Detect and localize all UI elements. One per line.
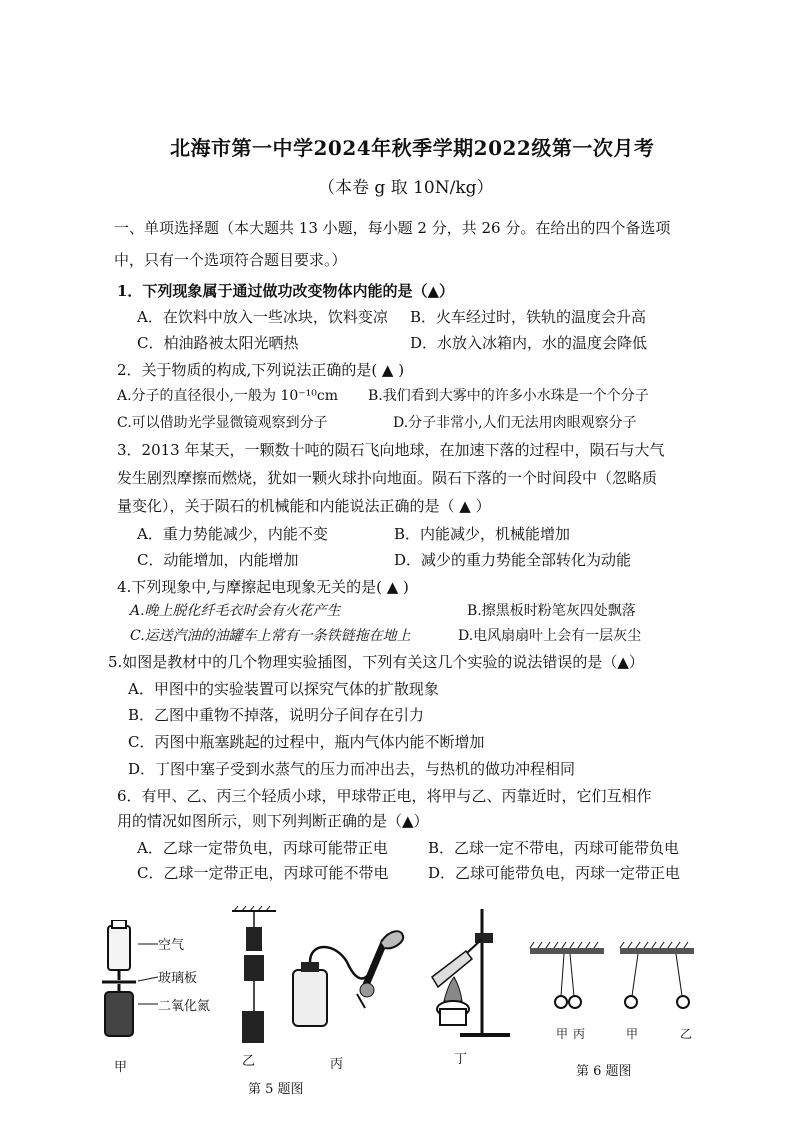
question-3-option-a: A．重力势能减少，内能不变 (137, 525, 328, 543)
question-6-stem-line1: 6．有甲、乙、丙三个轻质小球，甲球带正电，将甲与乙、丙靠近时，它们互相作 (117, 787, 652, 805)
question-6-option-b: B．乙球一定不带电，丙球可能带负电 (428, 839, 680, 857)
figure-bing-pump-bottle (285, 922, 410, 1032)
figure-5-caption: 第 5 题图 (248, 1082, 304, 1097)
label-air: 空气 (158, 938, 185, 953)
question-3-stem-line2: 发生剧烈摩擦而燃烧，犹如一颗火球扑向地面。陨石下落的一个时间段中（忽略质 (117, 469, 658, 487)
label-nitrogen-dioxide: 二氧化氮 (158, 999, 211, 1014)
question-5-option-d: D．丁图中塞子受到水蒸气的压力而冲出去，与热机的做功冲程相同 (128, 760, 576, 778)
question-5-option-b: B．乙图中重物不掉落，说明分子间存在引力 (128, 706, 425, 724)
figure-label-yi: 乙 (242, 1054, 256, 1069)
question-1-stem: 1．下列现象属于通过做功改变物体内能的是（▲） (117, 282, 454, 300)
question-5-option-c: C．丙图中瓶塞跳起的过程中，瓶内气体内能不断增加 (128, 733, 485, 751)
ball-label-jia-2: 甲 (626, 1027, 639, 1041)
question-2-option-d: D.分子非常小,人们无法用肉眼观察分子 (393, 415, 637, 431)
question-3-stem-line3: 量变化），关于陨石的机械能和内能说法正确的是（ ▲ ） (117, 497, 491, 515)
question-3-stem-line1: 3．2013 年某天，一颗数十吨的陨石飞向地球，在加速下落的过程中，陨石与大气 (117, 441, 665, 459)
question-2-option-a: A.分子的直径很小,一般为 10⁻¹⁰cm (117, 388, 339, 404)
question-4-option-d: D.电风扇扇叶上会有一层灰尘 (458, 628, 642, 644)
ball-label-yi: 乙 (680, 1027, 693, 1041)
question-3-option-b: B．内能减少，机械能增加 (394, 525, 571, 543)
ball-label-bing: 丙 (573, 1027, 586, 1041)
figure-ding-test-tube-heating (420, 905, 515, 1045)
figure-jia-pointer-lines (138, 942, 160, 1008)
section-heading-line1: 一、单项选择题（本大题共 13 小题，每小题 2 分，共 26 分。在给出的四个备选项 (114, 219, 671, 237)
page-subtitle: （本卷 g 取 10N/kg） (318, 178, 494, 198)
question-1-option-b: B．火车经过时，铁轨的温度会升高 (410, 308, 647, 326)
page-title: 北海市第一中学2024年秋季学期2022级第一次月考 (170, 136, 655, 160)
figure-label-ding: 丁 (454, 1052, 468, 1067)
question-1-option-c: C．柏油路被太阳光晒热 (137, 334, 299, 352)
question-6-stem-line2: 用的情况如图所示，则下列判断正确的是（▲） (117, 812, 429, 830)
question-2-stem: 2．关于物质的构成,下列说法正确的是( ▲ ) (117, 361, 405, 379)
question-2-option-b: B.我们看到大雾中的许多小水珠是一个个分子 (368, 388, 649, 404)
label-glass-plate: 玻璃板 (158, 971, 198, 986)
figure-label-jia: 甲 (114, 1060, 128, 1075)
question-1-option-a: A．在饮料中放入一些冰块，饮料变凉 (137, 308, 388, 326)
question-5-option-a: A．甲图中的实验装置可以探究气体的扩散现象 (128, 680, 439, 698)
figure-label-bing: 丙 (330, 1057, 344, 1072)
question-4-option-c: C.运送汽油的油罐车上常有一条铁链拖在地上 (130, 628, 411, 644)
ball-label-jia-1: 甲 (556, 1027, 569, 1041)
question-4-stem: 4.下列现象中,与摩擦起电现象无关的是( ▲ ) (117, 578, 409, 596)
question-1-option-d: D．水放入冰箱内，水的温度会降低 (410, 334, 648, 352)
question-4-option-b: B.擦黑板时粉笔灰四处飘落 (467, 603, 636, 619)
figure-6-caption: 第 6 题图 (576, 1064, 632, 1079)
question-2-option-c: C.可以借助光学显微镜观察到分子 (117, 415, 328, 431)
question-6-option-d: D．乙球可能带负电，丙球一定带正电 (428, 864, 681, 882)
figure-yi-lead-blocks (230, 905, 280, 1050)
question-3-option-c: C．动能增加，内能增加 (137, 551, 299, 569)
figure-6-charged-balls (528, 940, 698, 1020)
section-heading-line2: 中，只有一个选项符合题目要求。） (114, 251, 347, 269)
question-6-option-c: C．乙球一定带正电，丙球可能不带电 (137, 864, 389, 882)
question-5-stem: 5.如图是教材中的几个物理实验插图，下列有关这几个实验的说法错误的是（▲） (108, 653, 644, 671)
question-6-option-a: A．乙球一定带负电，丙球可能带正电 (137, 839, 388, 857)
question-3-option-d: D．减少的重力势能全部转化为动能 (394, 551, 632, 569)
question-4-option-a: A.晚上脱化纤毛衣时会有火花产生 (130, 603, 341, 619)
